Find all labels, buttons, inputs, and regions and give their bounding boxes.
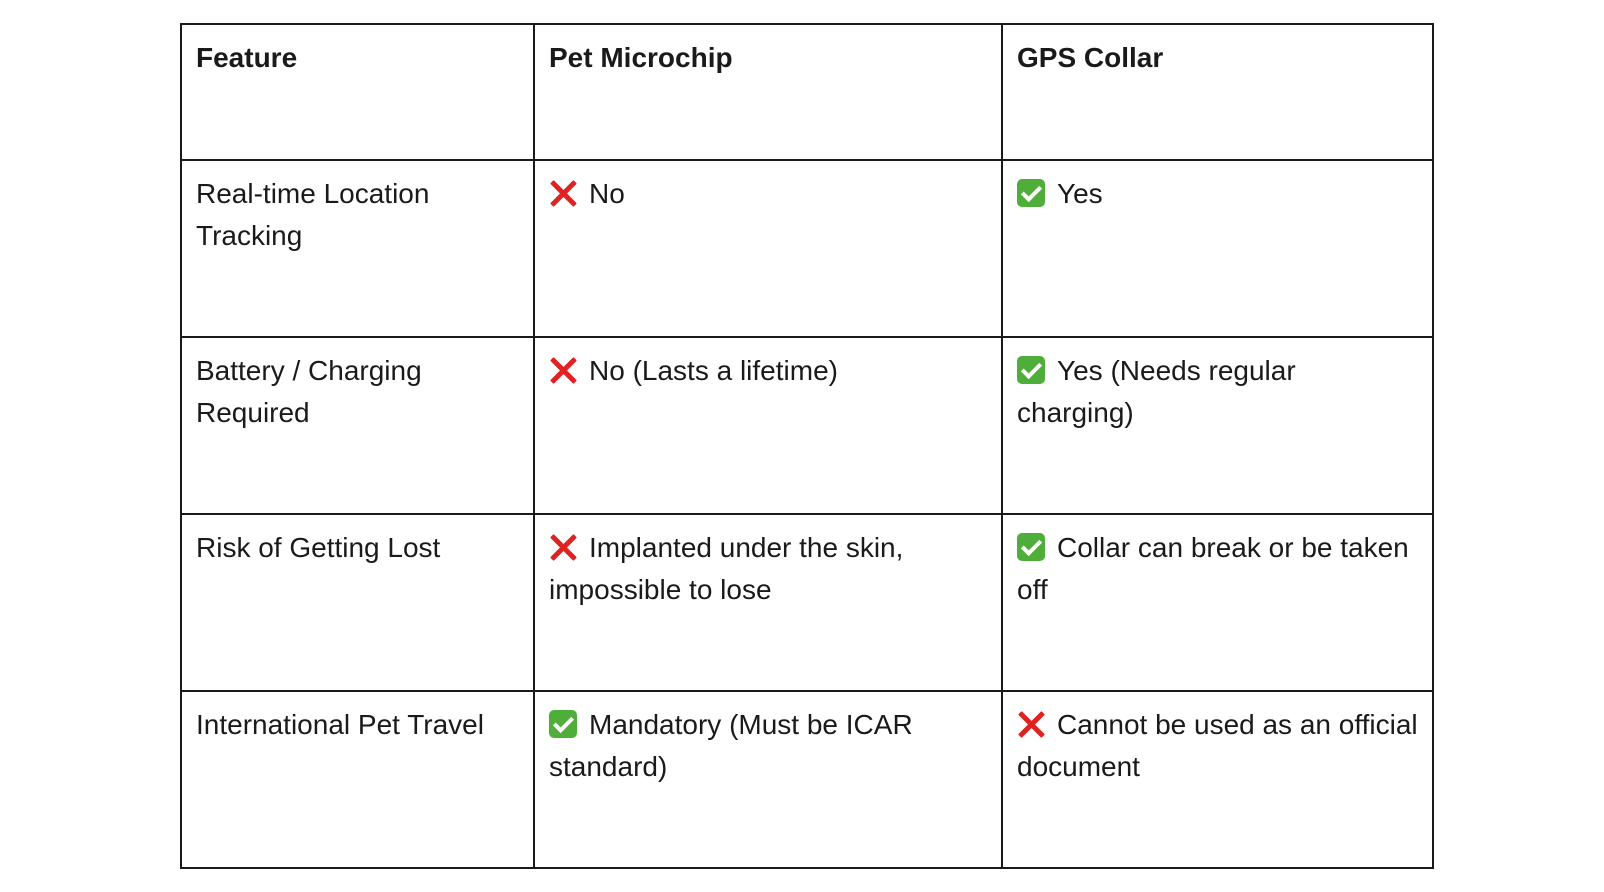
gps-cell bbox=[1002, 514, 1433, 691]
comparison-table bbox=[180, 23, 1434, 869]
microchip-value: No (Lasts a lifetime) bbox=[589, 355, 838, 386]
table-row bbox=[181, 514, 1433, 691]
check-mark-icon bbox=[1017, 356, 1045, 384]
microchip-cell bbox=[534, 337, 1002, 514]
cross-mark-icon bbox=[549, 179, 577, 207]
microchip-cell bbox=[534, 691, 1002, 868]
header-pet-microchip: Pet Microchip bbox=[534, 24, 1002, 160]
feature-cell: Real-time Location Tracking bbox=[181, 160, 534, 337]
table-row bbox=[181, 160, 1433, 337]
gps-value: Yes bbox=[1057, 178, 1103, 209]
gps-cell bbox=[1002, 160, 1433, 337]
cross-mark-icon bbox=[549, 356, 577, 384]
check-mark-icon bbox=[1017, 179, 1045, 207]
gps-value: Cannot be used as an official document bbox=[1017, 709, 1418, 782]
header-row bbox=[181, 24, 1433, 160]
microchip-value: Mandatory (Must be ICAR standard) bbox=[549, 709, 913, 782]
microchip-cell bbox=[534, 160, 1002, 337]
microchip-cell bbox=[534, 514, 1002, 691]
check-mark-icon bbox=[1017, 533, 1045, 561]
gps-value: Collar can break or be taken off bbox=[1017, 532, 1409, 605]
gps-cell bbox=[1002, 337, 1433, 514]
check-mark-icon bbox=[549, 710, 577, 738]
microchip-value: No bbox=[589, 178, 625, 209]
microchip-value: Implanted under the skin, impossible to lose bbox=[549, 532, 904, 605]
cross-mark-icon bbox=[1017, 710, 1045, 738]
feature-cell: International Pet Travel bbox=[181, 691, 534, 868]
header-feature: Feature bbox=[181, 24, 534, 160]
feature-cell: Risk of Getting Lost bbox=[181, 514, 534, 691]
gps-value: Yes (Needs regular charging) bbox=[1017, 355, 1296, 428]
gps-cell bbox=[1002, 691, 1433, 868]
cross-mark-icon bbox=[549, 533, 577, 561]
header-gps-collar: GPS Collar bbox=[1002, 24, 1433, 160]
table-row bbox=[181, 691, 1433, 868]
feature-cell: Battery / Charging Required bbox=[181, 337, 534, 514]
table-row bbox=[181, 337, 1433, 514]
